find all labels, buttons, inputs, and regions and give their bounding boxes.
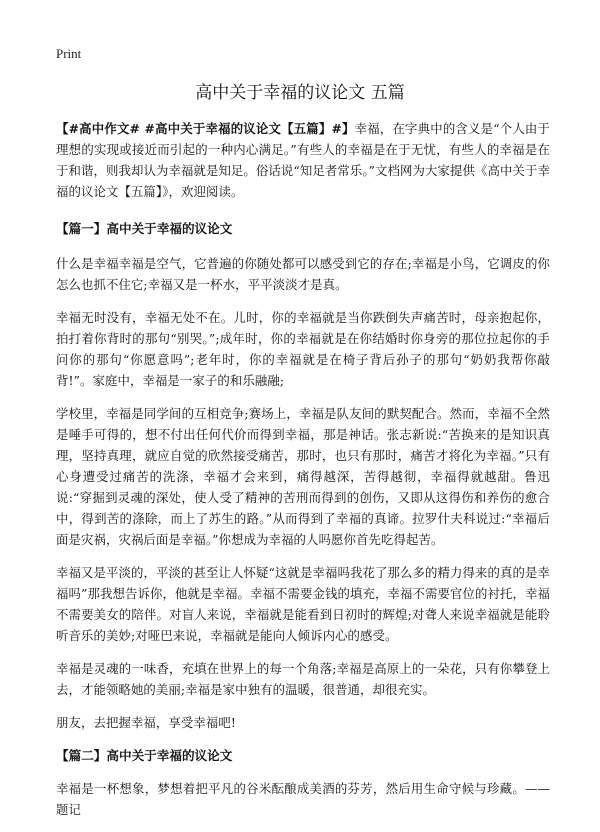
paragraph: 幸福又是平淡的，平淡的甚至让人怀疑“这就是幸福吗我花了那么多的精力得来的真的是幸福吗”那我想告诉你，他就是幸福。幸福不需要金钱的填充，幸福不需要官位的衬托，幸福不需要美女的陪伴。对盲人来说，幸福就是能看到日初时的辉煌;对聋人来说幸福就是能聆听音乐的美妙;对哑巴来说，幸福就是能向人倾诉内心的感受。 [56,565,550,643]
intro-paragraph [56,118,550,202]
paragraph: 朋友，去把握幸福，享受幸福吧! [56,715,236,730]
paragraph: 幸福无时没有，幸福无处不在。儿时，你的幸福就是当你跌倒失声痛苦时，母亲抱起你，拍打着你背时的那句“别哭。”;成年时，你的幸福就是在你结婚时你身旁的那位拉起你的手问你的那句“你愿意吗”;老年时，你的幸福就是在椅子背后孙子的那句“奶奶我帮你敲背!”。家庭中，幸福是一家子的和乐融融; [56,310,550,388]
intro-text: 幸福，在字典中的含义是“个人由于理想的实现或接近而引起的一种内心满足。”有些人的幸福是在于无忧，有些人的幸福是在于和谐，则我却认为幸福就是知足。俗话说“知足者常乐。”文档网为大家提供《高中关于幸福的议论文【五篇】》，欢迎阅读。 [56,121,551,199]
page-title: 高中关于幸福的议论文 五篇 [195,83,405,103]
article-body [56,118,550,832]
paragraph: 幸福是一杯想象，梦想着把平凡的谷米酝酿成美酒的芬芳，然后用生命守候与珍藏。——题记 [56,781,550,817]
print-label: Print [56,46,82,61]
paragraph: 什么是幸福幸福是空气，它普遍的你随处都可以感受到它的存在;幸福是小鸟，它调皮的你怎么也抓不住它;幸福又是一杯水，平平淡淡才是真。 [56,256,550,292]
paragraph: 幸福是灵魂的一味香，充填在世界上的每一个角落;幸福是高原上的一朵花，只有你攀登上去，才能领略她的美丽;幸福是家中独有的温暖，很普通，却很充实。 [56,661,550,697]
section-heading-2: 【篇二】高中关于幸福的议论文 [56,748,233,763]
section-heading-1: 【篇一】高中关于幸福的议论文 [56,221,233,236]
intro-tag: 【#高中作文# #高中关于幸福的议论文【五篇】#】 [56,121,355,136]
paragraph: 学校里，幸福是同学间的互相竞争;赛场上，幸福是队友间的默契配合。然而，幸福不全然是唾手可得的，想不付出任何代价而得到幸福，那是神话。张志新说:“苦换来的是知识真理，坚持真理，就应自觉的欣然接受痛苦，那时，也只有那时，痛苦才将化为幸福。”只有心身遭受过痛苦的洗涤，幸福才会来到，痛得越深，苦得越彻，幸福得就越甜。鲁迅说:“穿掘到灵魂的深处，使人受了精神的苦刑而得到的创伤，又即从这得伤和养伤的愈合中，得到苦的涤除，而上了苏生的路。”从而得到了幸福的真谛。拉罗什夫科说过:“幸福后面是灾祸，灾祸后面是幸福。”你想成为幸福的人吗愿你首先吃得起苦。 [56,406,550,547]
